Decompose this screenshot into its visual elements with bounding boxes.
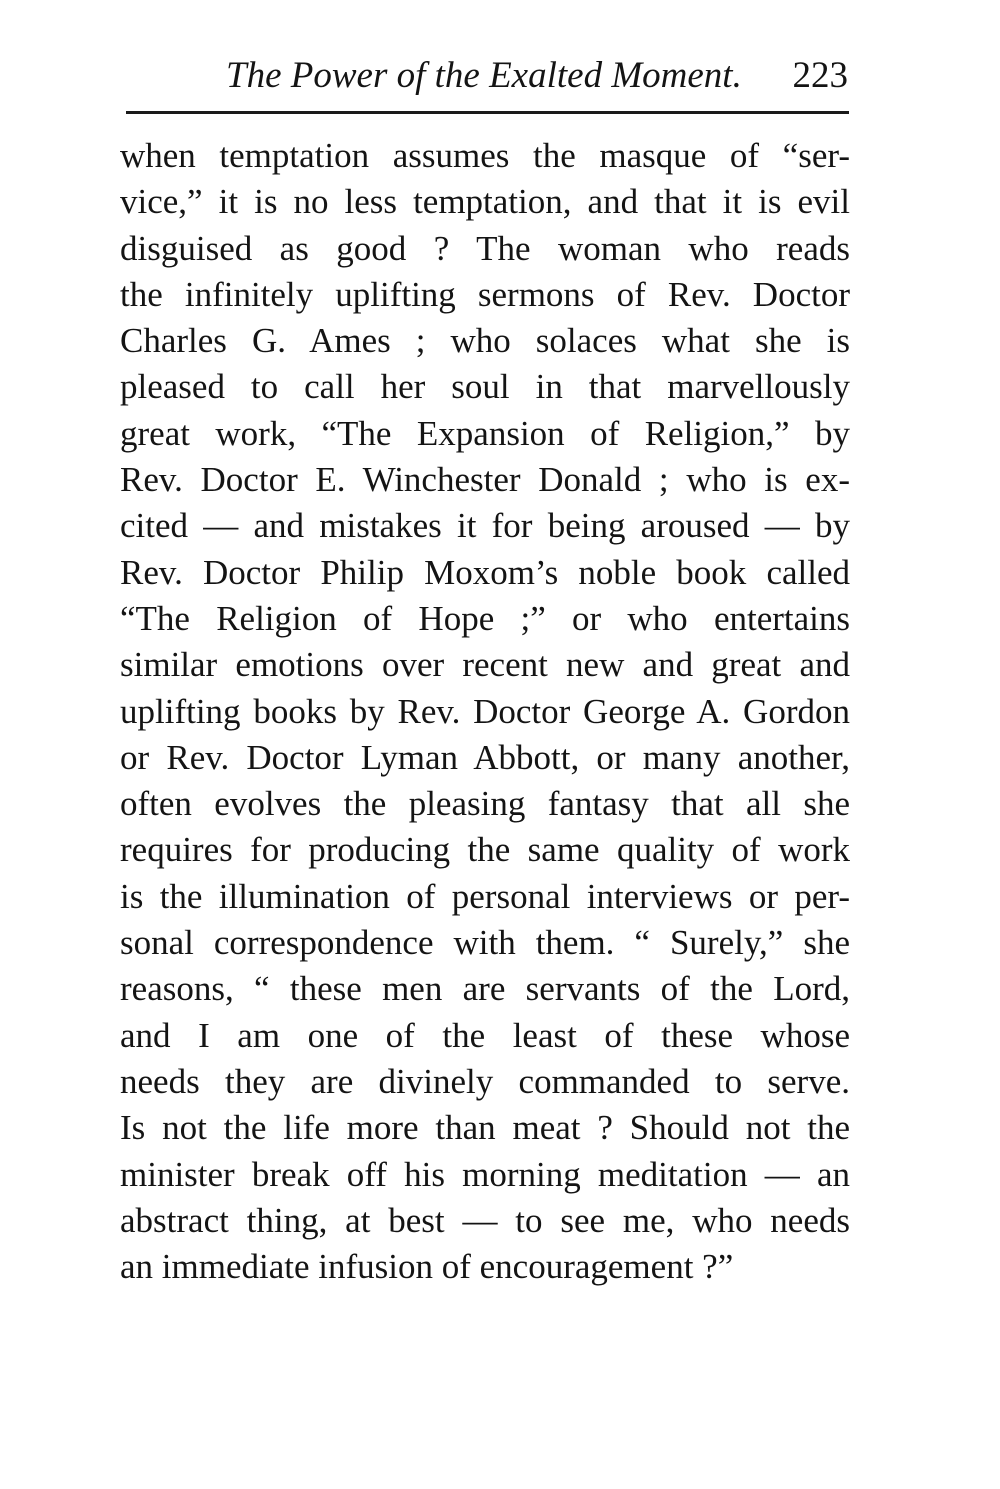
text-line: Rev. Doctor Philip Moxom’s noble book called xyxy=(120,552,850,592)
text-line: and I am one of the least of these whose xyxy=(120,1015,850,1055)
text-line: the infinitely uplifting sermons of Rev. Doctor xyxy=(120,274,850,314)
header-rule xyxy=(126,111,849,114)
text-line: reasons, “ these men are servants of the Lord, xyxy=(120,969,850,1009)
text-line: when temptation assumes the masque of “ser- xyxy=(120,136,850,175)
text-line: Is not the life more than meat ? Should not the xyxy=(120,1108,850,1148)
text-line: needs they are divinely commanded to serve. xyxy=(120,1061,850,1101)
text-line: great work, “The Expansion of Religion,” by xyxy=(120,413,850,453)
text-line: requires for producing the same quality of work xyxy=(120,830,850,870)
text-line: abstract thing, at best — to see me, who needs xyxy=(120,1200,850,1240)
text-line: an immediate infusion of encouragement ?” xyxy=(120,1247,734,1287)
text-line: or Rev. Doctor Lyman Abbott, or many another, xyxy=(120,737,850,777)
text-line: vice,” it is no less temptation, and that it is evil xyxy=(120,182,850,222)
text-line: disguised as good ? The woman who reads xyxy=(120,228,850,268)
text-line: Rev. Doctor E. Winchester Donald ; who is ex- xyxy=(120,460,850,500)
text-line: cited — and mistakes it for being aroused — by xyxy=(120,506,850,546)
text-line: similar emotions over recent new and great and xyxy=(120,645,850,685)
text-line: sonal correspondence with them. “ Surely,” she xyxy=(120,923,850,963)
text-line: pleased to call her soul in that marvellously xyxy=(120,367,850,407)
body-text xyxy=(120,133,850,1290)
text-line: “The Religion of Hope ;” or who entertains xyxy=(120,598,850,638)
running-head xyxy=(120,50,850,102)
text-line: is the illumination of personal interviews or per- xyxy=(120,876,850,916)
text-line: minister break off his morning meditation — an xyxy=(120,1154,850,1194)
text-line: often evolves the pleasing fantasy that all she xyxy=(120,784,850,824)
running-title: The Power of the Exalted Moment. xyxy=(226,55,742,96)
page-number: 223 xyxy=(792,55,848,96)
text-line: uplifting books by Rev. Doctor George A. Gordon xyxy=(120,691,850,731)
text-line: Charles G. Ames ; who solaces what she is xyxy=(120,321,850,361)
